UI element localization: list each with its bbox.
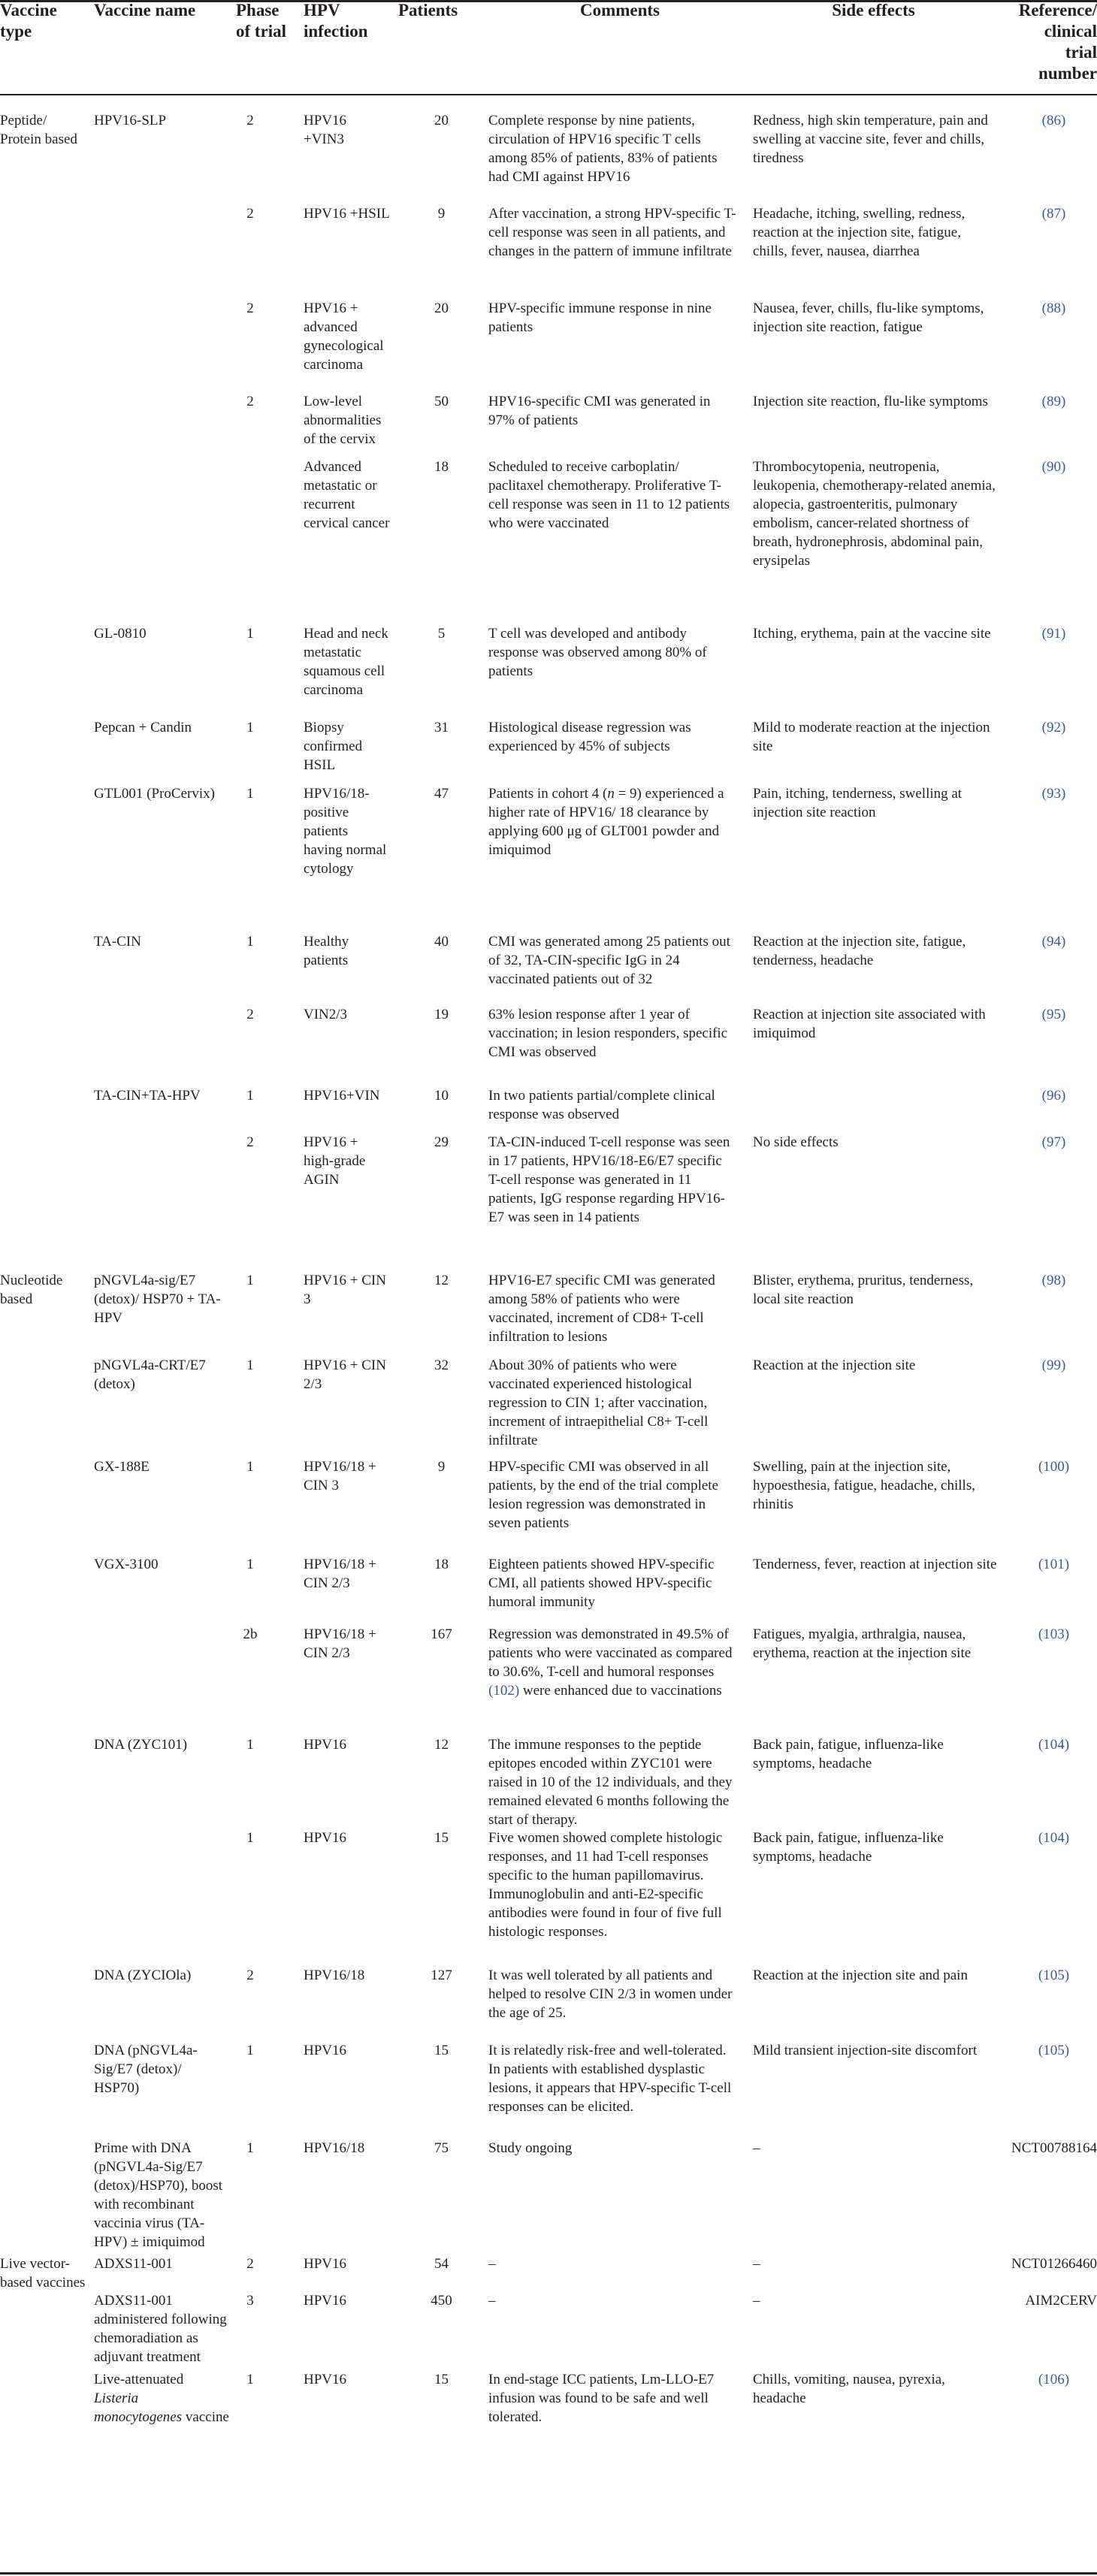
patients-cell: 15 (434, 2043, 449, 2058)
table-bottom-rule (0, 2572, 1097, 2574)
phase-cell: 1 (246, 1557, 254, 1572)
patients-cell: 75 (434, 2140, 449, 2156)
vaccine-type-label: Peptide/ Protein based (0, 113, 77, 147)
reference-cell: NCT01266460 (1011, 2256, 1097, 2272)
reference-cell: (99) (1041, 1357, 1066, 1373)
side-effects-cell: Reaction at the injection site, fatigue, tenderness, headache (753, 934, 966, 968)
phase-cell: 1 (246, 720, 254, 735)
vaccine-name-cell: GTL001 (ProCervix) (94, 786, 215, 802)
side-effects-cell: – (753, 2140, 760, 2156)
reference-cell: (94) (1041, 934, 1066, 950)
patients-cell: 50 (434, 394, 449, 409)
vaccine-type-label: Nucleotide based (0, 1273, 63, 1307)
vaccine-name-cell: Live-attenuated Listeria monocytogenes vaccine (94, 2372, 229, 2425)
side-effects-cell: Itching, erythema, pain at the vaccine site (753, 626, 991, 642)
comments-cell: T cell was developed and antibody response was observed among 80% of patients (488, 626, 707, 679)
side-effects-cell: Mild to moderate reaction at the injection site (753, 720, 990, 754)
comments-cell: Study ongoing (488, 2140, 573, 2156)
vaccine-name-cell: pNGVL4a-sig/E7 (detox)/ HSP70 + TA-HPV (94, 1273, 221, 1326)
patients-cell: 19 (434, 1007, 449, 1022)
vaccine-name-cell: Pepcan + Candin (94, 720, 192, 735)
reference-cell: NCT00788164 (1011, 2140, 1097, 2156)
vaccine-name-cell: Prime with DNA (pNGVL4a-Sig/E7 (detox)/HSP70), boost with recombinant vaccinia virus (TA-HPV) ± imiquimod (94, 2140, 222, 2250)
reference-cell: (89) (1041, 394, 1066, 409)
hpv-infection-cell: HPV16 +HSIL (304, 206, 390, 222)
hpv-infection-cell: HPV16 + CIN 2/3 (304, 1357, 386, 1392)
phase-cell: 2 (246, 206, 254, 222)
vaccine-name-cell: GL-0810 (94, 626, 147, 642)
side-effects-cell: Headache, itching, swelling, redness, reaction at the injection site, fatigue, chills, fever, nausea, diarrhea (753, 206, 966, 259)
side-effects-cell: Tenderness, fever, reaction at injection site (753, 1557, 997, 1572)
header-reference: Reference/ clinical trial number (1018, 1, 1097, 83)
side-effects-cell: Back pain, fatigue, influenza-like symptoms, headache (753, 1830, 944, 1865)
hpv-infection-cell: HPV16 (304, 1830, 347, 1846)
header-comments: Comments (579, 1, 660, 20)
side-effects-cell: – (753, 2293, 760, 2309)
patients-cell: 9 (437, 1459, 446, 1475)
vaccine-name-cell: TA-CIN (94, 934, 141, 950)
patients-cell: 167 (431, 1626, 452, 1642)
hpv-infection-cell: HPV16 + advanced gynecological carcinoma (304, 300, 384, 373)
vaccine-name-cell: ADXS11-001 (94, 2256, 173, 2272)
comments-cell: It was well tolerated by all patients and helped to resolve CIN 2/3 in women under the age of 25. (488, 1967, 733, 2021)
comments-cell: The immune responses to the peptide epitopes encoded within ZYC101 were raised in 10 of the 12 individuals, and they remained elevated 6 months following the start of therapy. (488, 1737, 733, 1828)
hpv-infection-cell: HPV16/18 (304, 1967, 365, 1983)
hpv-infection-cell: HPV16 (304, 2043, 347, 2058)
side-effects-cell: Reaction at injection site associated with imiquimod (753, 1007, 986, 1041)
header-hpv-infection: HPV infection (304, 1, 368, 41)
vaccine-name-cell: DNA (ZYCIOla) (94, 1967, 192, 1983)
vaccine-name-cell: GX-188E (94, 1459, 150, 1475)
patients-cell: 10 (434, 1088, 449, 1104)
header-vaccine-type: Vaccine type (0, 1, 57, 41)
reference-cell: (103) (1038, 1626, 1070, 1642)
phase-cell: 1 (246, 1459, 254, 1475)
comments-cell: 63% lesion response after 1 year of vaccination; in lesion responders, specific CMI was observed (488, 1007, 728, 1060)
phase-cell: 1 (246, 1830, 254, 1846)
vaccine-name-cell: pNGVL4a-CRT/E7 (detox) (94, 1357, 206, 1392)
comments-cell: – (488, 2293, 496, 2309)
phase-cell: 2 (246, 2256, 254, 2272)
phase-cell: 1 (246, 786, 254, 802)
phase-cell: 2 (246, 1134, 254, 1150)
phase-cell: 1 (246, 2043, 254, 2058)
vaccine-name-cell: VGX-3100 (94, 1557, 159, 1572)
patients-cell: 18 (434, 1557, 449, 1572)
hpv-infection-cell: HPV16/18 + CIN 2/3 (304, 1626, 376, 1661)
side-effects-cell: Reaction at the injection site and pain (753, 1967, 968, 1983)
side-effects-cell: Back pain, fatigue, influenza-like symptoms, headache (753, 1737, 944, 1771)
phase-cell: 2b (243, 1626, 258, 1642)
side-effects-cell: Pain, itching, tenderness, swelling at injection site reaction (753, 786, 963, 820)
patients-cell: 32 (434, 1357, 449, 1373)
patients-cell: 31 (434, 720, 449, 735)
reference-cell: (86) (1041, 113, 1066, 128)
phase-cell: 3 (246, 2293, 254, 2309)
reference-cell: (87) (1041, 206, 1066, 222)
reference-cell: (105) (1038, 2043, 1070, 2058)
side-effects-cell: Fatigues, myalgia, arthralgia, nausea, erythema, reaction at the injection site (753, 1626, 972, 1661)
comments-cell: HPV16-E7 specific CMI was generated among 58% of patients who were vaccinated, increment of CD8+ T-cell infiltration to lesions (488, 1273, 715, 1345)
patients-cell: 5 (437, 626, 446, 642)
comments-cell: TA-CIN-induced T-cell response was seen in 17 patients, HPV16/18-E6/E7 specific T-cell response was generated in 11 patients, IgG response regarding HPV16-E7 was seen in 14 patients (488, 1134, 730, 1225)
comments-cell: Scheduled to receive carboplatin/ paclitaxel chemotherapy. Proliferative T-cell response was seen in 11 to 12 patients who were vaccinated (488, 459, 730, 531)
hpv-infection-cell: HPV16 (304, 2293, 347, 2309)
comments-cell: CMI was generated among 25 patients out of 32, TA-CIN-specific IgG in 24 vaccinated patients out of 32 (488, 934, 730, 987)
phase-cell: 1 (246, 2140, 254, 2156)
comments-cell: – (488, 2256, 496, 2272)
comments-cell: In two patients partial/complete clinical response was observed (488, 1088, 715, 1122)
reference-cell: (101) (1038, 1557, 1070, 1572)
side-effects-cell: Mild transient injection-site discomfort (753, 2043, 978, 2058)
side-effects-cell: Reaction at the injection site (753, 1357, 916, 1373)
side-effects-cell: Injection site reaction, flu-like symptoms (753, 394, 988, 409)
patients-cell: 20 (434, 113, 449, 128)
comments-cell: Complete response by nine patients, circulation of HPV16 specific T cells among 85% of patients, 83% of patients had CMI against HPV16 (488, 113, 718, 185)
patients-cell: 15 (434, 1830, 449, 1846)
hpv-infection-cell: HPV16 (304, 2372, 347, 2387)
hpv-infection-cell: HPV16 + CIN 3 (304, 1273, 386, 1307)
comments-cell: Patients in cohort 4 (n = 9) experienced a higher rate of HPV16/ 18 clearance by applying 600 μg of GLT001 powder and imiquimod (488, 786, 724, 858)
hpv-infection-cell: HPV16/18 + CIN 3 (304, 1459, 376, 1493)
side-effects-cell: No side effects (753, 1134, 839, 1150)
vaccine-name-cell: HPV16-SLP (94, 113, 167, 128)
reference-cell: (93) (1041, 786, 1066, 802)
patients-cell: 20 (434, 300, 449, 316)
comments-cell: After vaccination, a strong HPV-specific T-cell response was seen in all patients, and changes in the pattern of immune infiltrate (488, 206, 736, 259)
reference-cell: (91) (1041, 626, 1066, 642)
hpv-infection-cell: HPV16 + high-grade AGIN (304, 1134, 366, 1188)
phase-cell: 2 (246, 1007, 254, 1022)
patients-cell: 12 (434, 1273, 449, 1288)
vaccine-name-cell: ADXS11-001 administered following chemoradiation as adjuvant treatment (94, 2293, 227, 2365)
patients-cell: 127 (431, 1967, 452, 1983)
side-effects-cell: Swelling, pain at the injection site, hypoesthesia, fatigue, headache, chills, rhinitis (753, 1459, 975, 1512)
side-effects-cell: Thrombocytopenia, neutropenia, leukopenia, chemotherapy-related anemia, alopecia, gastroenteritis, pulmonary embolism, cancer-related shortness of breath, hydronephrosis, abdominal pain, erysipelas (753, 459, 996, 569)
comments-cell: HPV-specific immune response in nine patients (488, 300, 712, 335)
phase-cell: 1 (246, 1737, 254, 1753)
hpv-infection-cell: HPV16 (304, 1737, 347, 1753)
patients-cell: 54 (434, 2256, 449, 2272)
patients-cell: 18 (434, 459, 449, 475)
reference-cell: (90) (1041, 459, 1066, 475)
comments-cell: It is relatedly risk-free and well-tolerated. In patients with established dysplastic lesions, it appears that HPV-specific T-cell responses can be elicited. (488, 2043, 732, 2115)
reference-cell: (96) (1041, 1088, 1066, 1104)
comments-cell: HPV16-specific CMI was generated in 97% of patients (488, 394, 711, 428)
header-phase: Phase of trial (236, 1, 287, 41)
reference-cell: (105) (1038, 1967, 1070, 1983)
side-effects-cell: Blister, erythema, pruritus, tenderness, local site reaction (753, 1273, 974, 1307)
phase-cell: 1 (246, 1273, 254, 1288)
comments-cell: In end-stage ICC patients, Lm-LLO-E7 infusion was found to be safe and well tolerated. (488, 2372, 715, 2425)
vaccine-name-cell: DNA (ZYC101) (94, 1737, 188, 1753)
comments-cell: Five women showed complete histologic responses, and 11 had T-cell responses specific to the human papillomavirus. Immunoglobulin and anti-E2-specific antibodies were found in four of five full histologic responses. (488, 1830, 723, 1940)
phase-cell: 1 (246, 934, 254, 950)
reference-cell: (106) (1038, 2372, 1070, 2387)
header-vaccine-name: Vaccine name (94, 1, 196, 20)
reference-cell: (97) (1041, 1134, 1066, 1150)
phase-cell: 2 (246, 1967, 254, 1983)
reference-cell: (104) (1038, 1737, 1070, 1753)
side-effects-cell: Chills, vomiting, nausea, pyrexia, headache (753, 2372, 945, 2406)
header-rule (0, 94, 1097, 95)
vaccine-name-cell: TA-CIN+TA-HPV (94, 1088, 201, 1104)
hpv-infection-cell: Low-level abnormalities of the cervix (304, 394, 382, 447)
header-patients: Patients (398, 1, 458, 20)
hpv-infection-cell: HPV16/18 (304, 2140, 365, 2156)
vaccine-name-cell: DNA (pNGVL4a-Sig/E7 (detox)/ HSP70) (94, 2043, 198, 2096)
side-effects-cell: – (753, 2256, 760, 2272)
phase-cell: 2 (246, 113, 254, 128)
comments-cell: Histological disease regression was experienced by 45% of subjects (488, 720, 691, 754)
phase-cell: 1 (246, 2372, 254, 2387)
side-effects-cell: Nausea, fever, chills, flu-like symptoms, injection site reaction, fatigue (753, 300, 984, 335)
patients-cell: 29 (434, 1134, 449, 1150)
patients-cell: 15 (434, 2372, 449, 2387)
reference-cell: (104) (1038, 1830, 1070, 1846)
phase-cell: 1 (246, 1088, 254, 1104)
hpv-infection-cell: HPV16 +VIN3 (304, 113, 347, 147)
hpv-infection-cell: HPV16 (304, 2256, 347, 2272)
hpv-infection-cell: Head and neck metastatic squamous cell carcinoma (304, 626, 388, 698)
hpv-infection-cell: HPV16+VIN (304, 1088, 380, 1104)
patients-cell: 450 (431, 2293, 452, 2309)
reference-cell: (98) (1041, 1273, 1066, 1288)
header-side-effects: Side effects (832, 1, 915, 20)
patients-cell: 9 (437, 206, 446, 222)
comments-cell: Eighteen patients showed HPV-specific CMI, all patients showed HPV-specific humoral immunity (488, 1557, 715, 1610)
reference-cell: (92) (1041, 720, 1066, 735)
hpv-infection-cell: Healthy patients (304, 934, 349, 968)
reference-cell: (95) (1041, 1007, 1066, 1022)
hpv-infection-cell: VIN2/3 (304, 1007, 348, 1022)
hpv-infection-cell: HPV16/18-positive patients having normal cytology (304, 786, 387, 877)
reference-cell: AIM2CERV (1025, 2293, 1097, 2309)
hpv-infection-cell: Advanced metastatic or recurrent cervical cancer (304, 459, 390, 531)
phase-cell: 2 (246, 300, 254, 316)
phase-cell: 1 (246, 626, 254, 642)
hpv-infection-cell: HPV16/18 + CIN 2/3 (304, 1557, 376, 1591)
patients-cell: 40 (434, 934, 449, 950)
comments-cell: Regression was demonstrated in 49.5% of patients who were vaccinated as compared to 30.6%, T-cell and humoral responses (102) were enhanced due to vaccinations (488, 1626, 733, 1699)
comments-cell: HPV-specific CMI was observed in all patients, by the end of the trial complete lesion regression was demonstrated in seven patients (488, 1459, 719, 1531)
phase-cell: 2 (246, 394, 254, 409)
patients-cell: 12 (434, 1737, 449, 1753)
vaccine-type-label: Live vector-based vaccines (0, 2256, 86, 2291)
hpv-infection-cell: Biopsy confirmed HSIL (304, 720, 363, 773)
phase-cell: 1 (246, 1357, 254, 1373)
reference-cell: (88) (1041, 300, 1066, 316)
side-effects-cell: Redness, high skin temperature, pain and swelling at vaccine site, fever and chills, tiredness (753, 113, 988, 166)
comments-cell: About 30% of patients who were vaccinated experienced histological regression to CIN 1; after vaccination, increment of intraepithelial C8+ T-cell infiltrate (488, 1357, 709, 1448)
patients-cell: 47 (434, 786, 449, 802)
reference-cell: (100) (1038, 1459, 1070, 1475)
